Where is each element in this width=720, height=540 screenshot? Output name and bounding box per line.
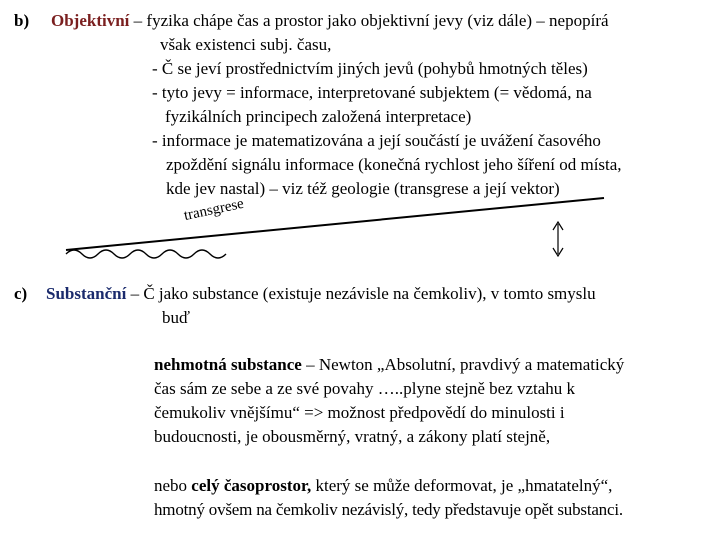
section-c-label: c) — [14, 284, 28, 303]
paragraph-1-line-1-text: – Newton „Absolutní, pravdivý a matematický — [301, 355, 625, 374]
term-substancni: Substanční — [46, 284, 127, 303]
term-cely-casoprostor: celý časoprostor, — [191, 476, 312, 495]
section-c-intro-text: – Č jako substance (existuje nezávisle na čemkoliv), v tomto smyslu — [126, 284, 596, 303]
term-nehmotna-substance: nehmotná substance — [154, 355, 302, 374]
paragraph-2-prefix: nebo — [154, 476, 192, 495]
wavy-line — [66, 250, 226, 258]
paragraph-1-line-2: čas sám ze sebe a ze své povahy …..plyne stejně bez vztahu k — [154, 379, 576, 398]
transgression-vector — [66, 195, 604, 250]
section-b-bullet-3-line-1: - informace je matematizována a její součástí je uvážení časového — [152, 131, 601, 150]
paragraph-2-line-2: hmotný ovšem na čemkoliv nezávislý, tedy představuje opět substanci. — [154, 500, 623, 519]
section-b-bullet-3-line-2: zpoždění signálu informace (konečná rychlost jeho šíření od místa, — [166, 155, 622, 174]
transgression-label: transgrese — [182, 195, 246, 225]
section-c-line2: buď — [162, 308, 190, 327]
section-b-bullet-2-line-2: fyzikálních principech založená interpretace) — [165, 107, 472, 126]
paragraph-1-line-1 — [154, 355, 624, 375]
term-objektivni: Objektivní — [51, 11, 130, 30]
paragraph-2-line-1-text: který se může deformovat, je „hmatatelný“, — [311, 476, 613, 495]
paragraph-1-line-3: čemukoliv vnějšímu“ => možnost předpovědí do minulosti i — [154, 403, 565, 422]
section-c-intro — [46, 284, 596, 304]
section-b-bullet-1: - Č se jeví prostřednictvím jiných jevů (pohybů hmotných těles) — [152, 59, 588, 78]
section-b-bullet-2-line-1: - tyto jevy = informace, interpretované subjektem (= vědomá, na — [152, 83, 592, 102]
section-b-label: b) — [14, 11, 30, 30]
paragraph-2-line-1 — [154, 476, 612, 496]
section-b-intro-text: – fyzika chápe čas a prostor jako objektivní jevy (viz dále) – nepopírá — [129, 11, 609, 30]
section-b-line2: však existenci subj. času, — [160, 35, 332, 54]
paragraph-1-line-4: budoucnosti, je obousměrný, vratný, a zákony platí stejně, — [154, 427, 551, 446]
section-b-bullet-3-line-3: kde jev nastal) – viz též geologie (transgrese a její vektor) — [166, 179, 560, 198]
